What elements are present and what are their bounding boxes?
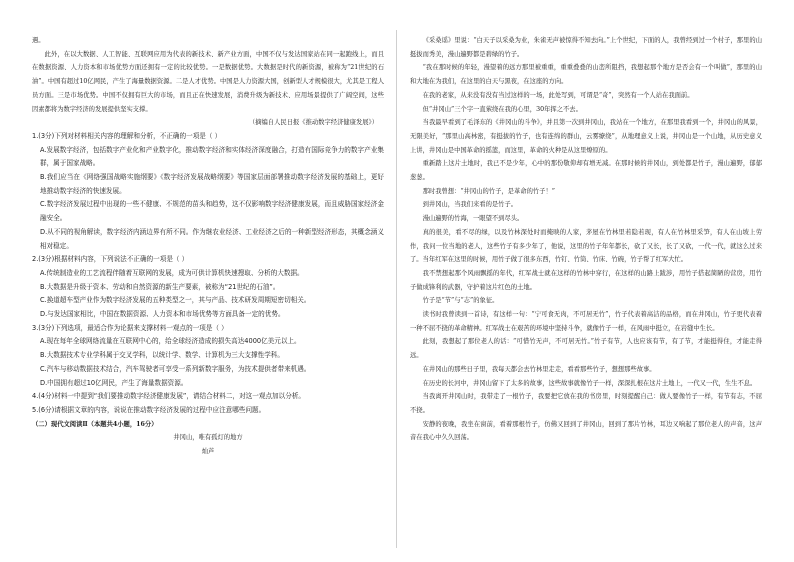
option: A.传统制造业的工艺流程伴随着互联网的发展，成为可供计算机快速搜取、分析的大数据。	[40, 268, 304, 277]
article-author: 灿芦	[201, 448, 215, 456]
paragraph: 在历史的长河中，井冈山留下了太多的故事，这些故事就像竹子一样，深深扎根在这片土地上，一代又一代，生生不息。	[422, 379, 757, 387]
option: A.现在每年全球网络流量在互联网中心的，给全球经济造成的损失高达4000亿美元以上。	[40, 337, 301, 346]
option: B.大数据技术专业学科属于交叉学科，以统计学、数学、计算机为三大支撑性学科。	[40, 351, 284, 360]
option: D.从不同的视角解读，数字经济内涵边界有所不同。作为继农业经济、工业经济之后的一种新型经济形态，其概念涵义相对稳定。	[40, 227, 384, 250]
option: B.我们应当在《网络强国战略实施纲要》《数字经济发展战略纲要》等国家层面部署推动数字经济发展的基础上，更好地推动数字经济的快速发展。	[40, 173, 384, 195]
paragraph: 读书时我曾读到一首诗，有这样一句：“宁可食无肉，不可居无竹”，竹子代表着高洁的品格，而在井冈山，竹子更代表着一种不屈不挠的革命精神。红军战士在艰苦的环境中坚持斗争，就像竹子一样，在风雨中挺立，在岩缝中生长。	[410, 311, 762, 332]
option: C.数字经济发展过程中出现的一些不健康、不规范的苗头和趋势，这不仅影响数字经济健康发展，而且威胁国家经济金融安全。	[40, 200, 384, 223]
paragraph: 我不禁想起那个风雨飘摇的年代，红军战士就在这样的竹林中穿行，在这样的山路上跋涉，用竹子搭起简陋的营房，用竹子做成锋利的武器，守护着这片红色的土地。	[410, 269, 762, 291]
option: C.汽车与移动数据技术结合，汽车驾驶者可享受一系列新数字服务，为技术提供者带来机遇。	[40, 364, 311, 373]
paragraph: 重新踏上这片土地时，我已不是少年，心中的那份敬仰却有增无减。在那时候的井冈山，到处都是竹子，漫山遍野，郁郁葱葱。	[410, 160, 762, 182]
right-column	[410, 34, 762, 445]
paragraph: “我在那时候的年轻，漫望着的远方那里被重重，重重叠叠的山峦所阻挡，我想起那个地方是否会有一个叫做”，那里的山和大地在为我们，在这里的白天与黑夜，在这座的方向。	[410, 64, 762, 86]
column-divider	[396, 30, 397, 548]
paragraph: 《采桑谣》里说：“白天子以采桑为业，朱雀无声被惊得不知去向。”上个世纪，下面的人，我曾经到过一个村子，那里的山挺拔而秀美，漫山遍野都是碧绿的竹子。	[410, 37, 762, 58]
question-2: 2.(3分)根据材料内容，下列说法不正确的一项是（ ）	[32, 255, 189, 264]
option: C.换道超车型产业作为数字经济发展的五种类型之一，其与产品、技术研发周期短密切相关。	[40, 296, 311, 305]
article-title: 井冈山，唯有孤灯的地方	[173, 434, 243, 442]
question-4: 4.(4分)材料一中提到“我们要推动数字经济健康发展”，请结合材料二，对这一观点加以分析。	[32, 392, 306, 401]
paragraph: 在井冈山的那些日子里，我每天都会去竹林里走走，看看那些竹子，想想那些故事。	[422, 365, 656, 373]
question-3: 3.(3分)下列选项，最适合作为论据来支撑材料一观点的一项是（ ）	[32, 323, 228, 332]
paragraph: 安静的夜晚，我坐在窗前，看着那根竹子，仿佛又回到了井冈山，回到了那片竹林，耳边又响起了那位老人的声音，这声音在我心中久久回荡。	[410, 420, 762, 442]
left-column	[32, 34, 384, 459]
option: A.发展数字经济，包括数字产业化和产业数字化，推动数字经济和实体经济深度融合，打造有国际竞争力的数字产业集群，属于国家战略。	[40, 145, 384, 168]
paragraph: 当我最早看到了毛泽东的《井冈山的斗争》，并且第一次到井冈山，我站在一个地方，在那里我看到一个，井冈山的风景，无限美好，“那里山高林密，有挺拔的竹子，也有连绵的群山，云雾缭绕”，从地理意义上说，井冈山是一个山地，从历史意义上讲，井冈山是中国革命的摇篮，而这里，革命的火种是从这里燎原的。	[410, 119, 762, 154]
option: D.与发达国家相比，中国在数据资源、人力资本和市场优势等方面具备一定的优势。	[40, 310, 285, 319]
question-5: 5.(6分)请根据文章的内容，说说在推动数字经济发展的过程中应注意哪些问题。	[32, 405, 266, 414]
paragraph: 此外，在以大数据、人工智能、互联网应用为代表的新技术、新产业方面，中国不仅与发达国家站在同一起跑线上，而且在数据资源、人力资本和市场优势方面还拥有一定的比较优势。一是数据优势。大数据是时代的新资源，被称为“21世纪的石油”。中国有超过10亿网民，产生了海量数据资源。二是人才优势。中国是人力资源大国，创新型人才规模很大，尤其是工程人员方面。三是市场优势。中国不仅拥有巨大的市场，而且正在快速发展，消费升级为新技术、应用场景提供了广阔空间，这些因素都将为数字经济的发展提供坚实支撑。	[32, 50, 384, 113]
option: D.中国拥有超过10亿网民，产生了海量数据资源。	[40, 378, 188, 387]
question-1: 1.(3分)下列对材料相关内容的理解和分析，不正确的一项是（ ）	[32, 131, 222, 140]
paragraph: 竹子是“节”与“志”的象征。	[422, 297, 499, 305]
paragraph: 此刻，我想起了那位老人的话：“可惜竹无声，不可居无竹。”竹子有节，人也应该有节，有了节，才能挺得住，才能走得远。	[410, 338, 762, 360]
paragraph: 但“井冈山”三个字一直萦绕在我的心里，30年挥之不去。	[422, 105, 582, 113]
paragraph: 漫山遍野的竹海，一眼望不到尽头。	[422, 215, 524, 223]
source-citation: （摘编自人民日报《推动数字经济健康发展》）	[248, 119, 378, 127]
paragraph: 那时我曾想：“井冈山的竹子，是革命的竹子！”	[422, 187, 555, 195]
section-heading: （二）现代文阅读Ⅱ（本题共4小题，16分）	[32, 420, 158, 428]
paragraph: 真的很美，看不尽的绿，以及竹林深处时而掩映的人家，茅屋在竹林里若隐若现，有人在竹林里采笋，有人在山坡上劳作，我问一位当地的老人，这些竹子有多少年了，他说，这里的竹子年年都长，砍了又长，长了又砍，一代一代，就这么过来了。当年红军在这里的时候，用竹子做了很多东西，竹钉、竹筒、竹床、竹碗，竹子帮了红军大忙。	[410, 228, 762, 264]
paragraph: 遇。	[32, 37, 45, 44]
paragraph: 当我离开井冈山时，我带走了一根竹子，我要把它放在我的书房里，时刻提醒自己：做人要像竹子一样，有节有志，不屈不挠。	[410, 393, 762, 414]
paragraph: 在我的老家，从来没有没有当过这样的一场，此处写到，可谓是“奇”，突然有一个人站在我面前。	[422, 91, 694, 99]
paragraph: 到井冈山，当我们来看的是竹子。	[422, 201, 518, 209]
option: B.大数据是升级于资本、劳动和自然资源的新生产要素，被称为“21世纪的石油”。	[40, 282, 280, 291]
